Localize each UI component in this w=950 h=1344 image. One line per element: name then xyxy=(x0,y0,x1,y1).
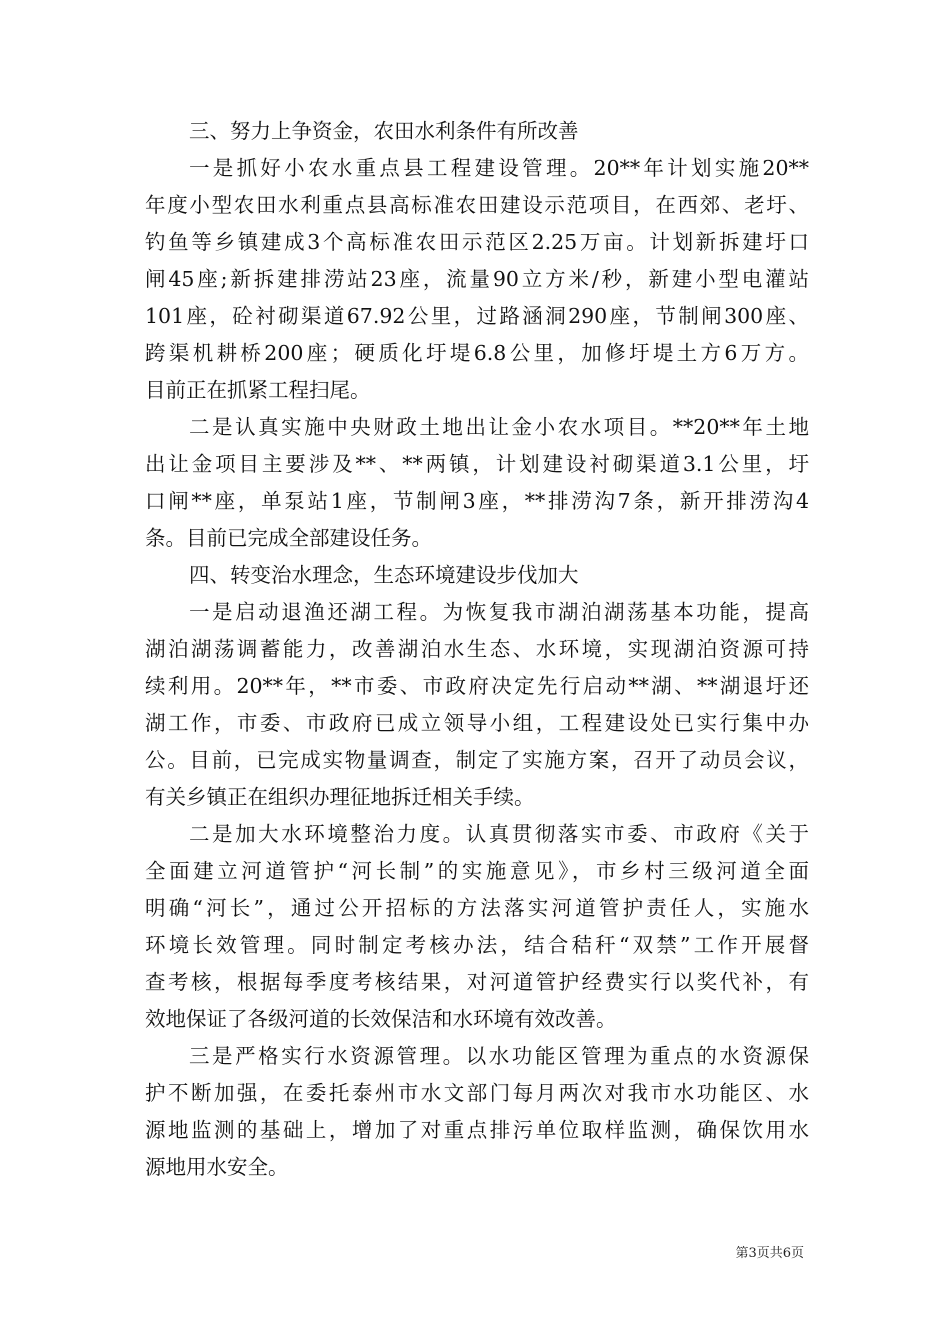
paragraph-line: 环境长效管理。同时制定考核办法，结合秸秆“双禁”工作开展督 xyxy=(145,933,809,957)
paragraph-line: 公。目前，已完成实物量调查，制定了实施方案，召开了动员会议， xyxy=(145,748,809,772)
paragraph-line: 续利用。20**年，**市委、市政府决定先行启动**湖、**湖退圩还 xyxy=(145,674,809,698)
paragraph-line: 口闸**座，单泵站1座，节制闸3座，**排涝沟7条，新开排涝沟4 xyxy=(145,489,809,513)
paragraph-line: 三是严格实行水资源管理。以水功能区管理为重点的水资源保 xyxy=(189,1044,809,1068)
paragraph-line: 一是抓好小农水重点县工程建设管理。20**年计划实施20** xyxy=(189,156,809,180)
paragraph-line: 二是认真实施中央财政土地出让金小农水项目。**20**年土地 xyxy=(189,415,809,439)
document-body xyxy=(145,113,809,1186)
paragraph-line: 有关乡镇正在组织办理征地拆迁相关手续。 xyxy=(145,785,535,809)
paragraph-line: 闸45座;新拆建排涝站23座，流量90立方米/秒，新建小型电灌站 xyxy=(145,267,809,291)
paragraph-line: 二是加大水环境整治力度。认真贯彻落实市委、市政府《关于 xyxy=(189,822,809,846)
page-number: 第3页共6页 xyxy=(735,1246,804,1261)
paragraph-line: 出让金项目主要涉及**、**两镇，计划建设衬砌渠道3.1公里，圩 xyxy=(145,452,809,476)
paragraph-line: 效地保证了各级河道的长效保洁和水环境有效改善。 xyxy=(145,1007,617,1031)
paragraph-line: 源地监测的基础上，增加了对重点排污单位取样监测，确保饮用水 xyxy=(145,1118,809,1142)
paragraph-line: 101座，砼衬砌渠道67.92公里，过路涵洞290座，节制闸300座、 xyxy=(145,304,809,328)
paragraph-line: 护不断加强，在委托泰州市水文部门每月两次对我市水功能区、水 xyxy=(145,1081,809,1105)
paragraph-line: 查考核，根据每季度考核结果，对河道管护经费实行以奖代补，有 xyxy=(145,970,809,994)
paragraph-line: 源地用水安全。 xyxy=(145,1155,289,1179)
paragraph-line: 年度小型农田水利重点县高标准农田建设示范项目，在西郊、老圩、 xyxy=(145,193,809,217)
paragraph-line: 湖工作，市委、市政府已成立领导小组，工程建设处已实行集中办 xyxy=(145,711,809,735)
paragraph-line: 湖泊湖荡调蓄能力，改善湖泊水生态、水环境，实现湖泊资源可持 xyxy=(145,637,809,661)
section-heading: 三、努力上争资金，农田水利条件有所改善 xyxy=(189,119,579,143)
paragraph-line: 全面建立河道管护“河长制”的实施意见》，市乡村三级河道全面 xyxy=(145,859,809,883)
section-heading: 四、转变治水理念，生态环境建设步伐加大 xyxy=(189,563,579,587)
paragraph-line: 一是启动退渔还湖工程。为恢复我市湖泊湖荡基本功能，提高 xyxy=(189,600,809,624)
paragraph-line: 钓鱼等乡镇建成3个高标准农田示范区2.25万亩。计划新拆建圩口 xyxy=(145,230,809,254)
paragraph-line: 明确“河长”，通过公开招标的方法落实河道管护责任人，实施水 xyxy=(145,896,809,920)
paragraph-line: 跨渠机耕桥200座；硬质化圩堤6.8公里，加修圩堤土方6万方。 xyxy=(145,341,809,365)
paragraph-line: 条。目前已完成全部建设任务。 xyxy=(145,526,432,550)
paragraph-line: 目前正在抓紧工程扫尾。 xyxy=(145,378,371,402)
